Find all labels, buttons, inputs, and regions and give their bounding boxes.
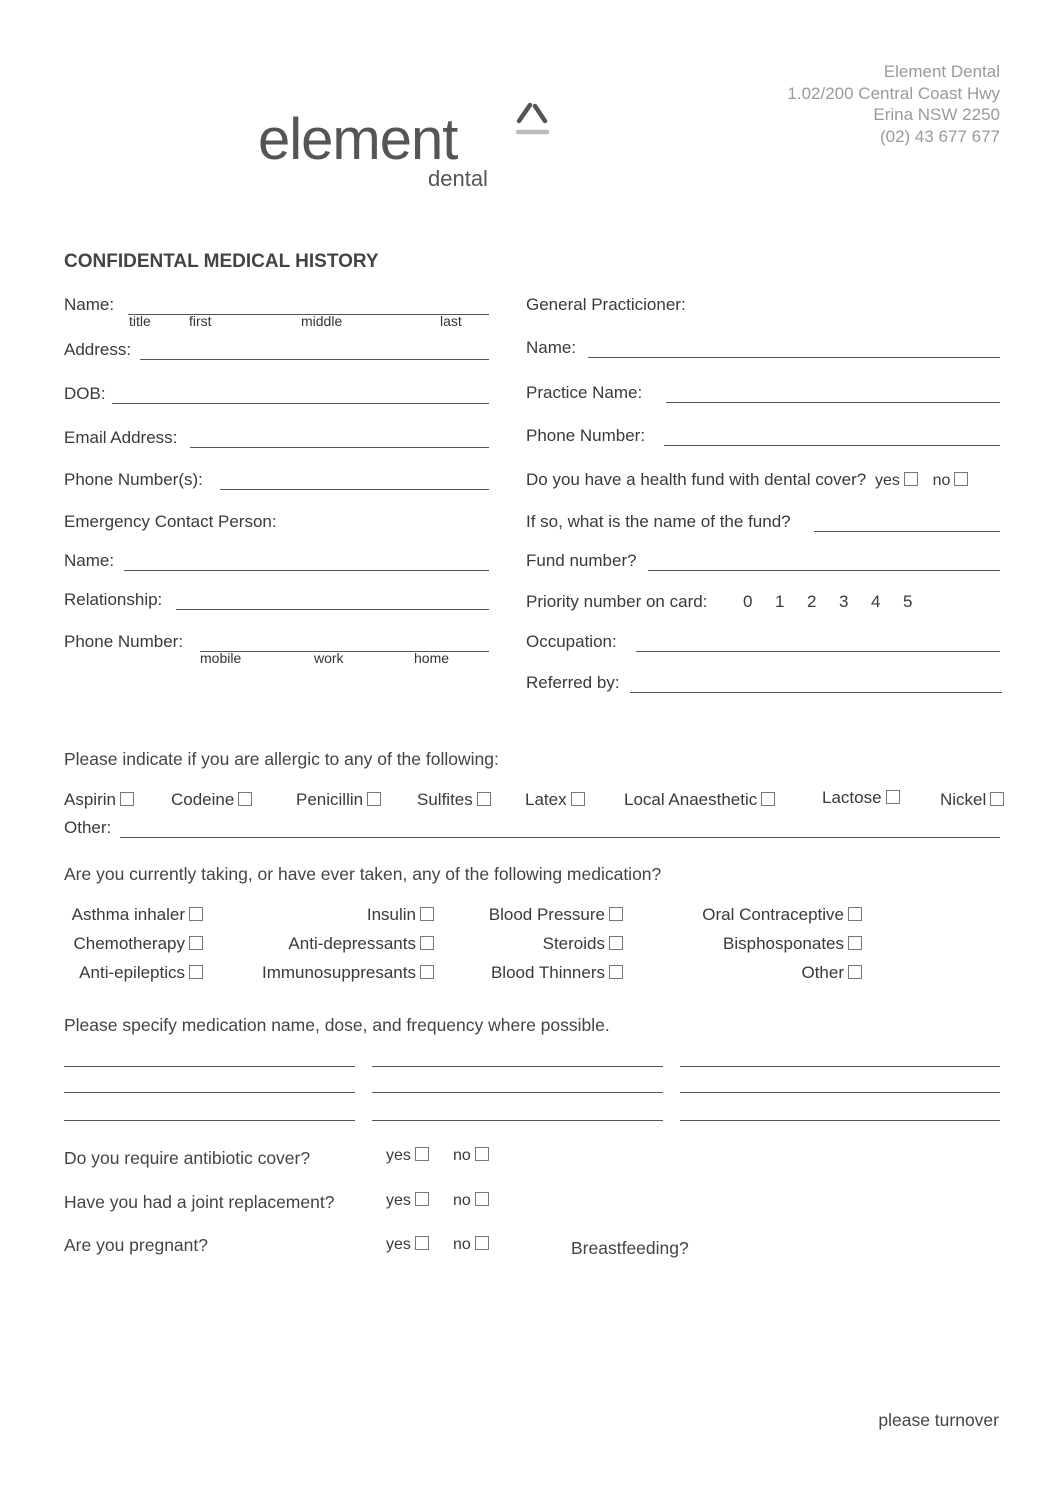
practice-name-label: Practice Name: xyxy=(526,383,643,402)
med-checkbox[interactable] xyxy=(189,907,203,921)
no-label: no xyxy=(453,1192,471,1209)
med-label: Immunosuppresants xyxy=(261,963,416,982)
email-field[interactable] xyxy=(64,428,489,450)
emergency-contact-heading: Emergency Contact Person: xyxy=(64,512,277,531)
no-label: no xyxy=(453,1236,471,1253)
priority-option-3[interactable]: 3 xyxy=(839,592,849,611)
antibiotic-no[interactable] xyxy=(453,1147,489,1165)
practice-name-field[interactable] xyxy=(526,383,1000,405)
name-sub-last: last xyxy=(440,313,462,329)
med-label: Oral Contraceptive xyxy=(702,905,844,924)
allergy-checkbox[interactable] xyxy=(120,792,134,806)
med-label: Chemotherapy xyxy=(73,934,185,953)
med-checkbox[interactable] xyxy=(420,907,434,921)
name-label: Name: xyxy=(64,295,115,314)
allergy-label: Codeine xyxy=(171,790,235,809)
med-checkbox[interactable] xyxy=(420,965,434,979)
med-immunosuppresants[interactable] xyxy=(262,963,434,983)
priority-option-0[interactable]: 0 xyxy=(743,592,753,611)
allergy-label: Latex xyxy=(525,790,567,809)
form-title: CONFIDENTAL MEDICAL HISTORY xyxy=(64,251,379,272)
allergy-other-label: Other: xyxy=(64,818,112,837)
practice-name: Element Dental xyxy=(883,62,1000,81)
med-label: Other xyxy=(801,963,844,982)
allergy-checkbox[interactable] xyxy=(477,792,491,806)
practice-suburb: Erina NSW 2250 xyxy=(873,105,1000,124)
name-field[interactable] xyxy=(64,295,489,317)
med-chemotherapy[interactable] xyxy=(73,934,203,954)
health-fund-yes-checkbox[interactable] xyxy=(904,472,918,486)
allergy-sulfites[interactable] xyxy=(417,790,491,810)
med-oral-contraceptive[interactable] xyxy=(702,905,862,925)
joint-yes-checkbox[interactable] xyxy=(415,1192,429,1206)
yes-label: yes xyxy=(386,1192,411,1209)
joint-yes[interactable] xyxy=(386,1192,429,1210)
med-checkbox[interactable] xyxy=(609,907,623,921)
med-bisphosponates[interactable] xyxy=(723,934,862,954)
med-asthma-inhaler[interactable] xyxy=(72,905,203,925)
gp-phone-field[interactable] xyxy=(526,426,1000,448)
address-field[interactable] xyxy=(64,340,489,362)
name-sub-middle: middle xyxy=(301,313,343,329)
allergy-heading: Please indicate if you are allergic to any of the following: xyxy=(64,749,499,769)
yes-label: yes xyxy=(386,1147,411,1164)
antibiotic-yes[interactable] xyxy=(386,1147,429,1165)
occupation-field[interactable] xyxy=(526,632,1000,654)
antibiotic-no-checkbox[interactable] xyxy=(475,1147,489,1161)
practice-street: 1.02/200 Central Coast Hwy xyxy=(787,83,1000,103)
referred-by-label: Referred by: xyxy=(526,673,620,692)
med-label: Steroids xyxy=(542,934,605,953)
med-label: Anti-depressants xyxy=(288,934,416,953)
joint-question: Have you had a joint replacement? xyxy=(64,1192,335,1212)
practice-address xyxy=(787,61,1000,147)
med-detail-line[interactable] xyxy=(372,1120,663,1121)
fund-number-field[interactable] xyxy=(526,551,1000,573)
pregnant-yes-checkbox[interactable] xyxy=(415,1236,429,1250)
emergency-name-field[interactable] xyxy=(64,551,489,573)
allergy-checkbox[interactable] xyxy=(571,792,585,806)
med-steroids[interactable] xyxy=(543,934,623,954)
health-fund-yes-label: yes xyxy=(874,472,900,489)
phone-sub-work: work xyxy=(314,650,344,666)
med-detail-line[interactable] xyxy=(680,1066,1000,1067)
priority-option-5[interactable]: 5 xyxy=(903,592,913,611)
emergency-phone-label: Phone Number: xyxy=(64,632,184,651)
please-turnover: please turnover xyxy=(878,1410,999,1430)
med-checkbox[interactable] xyxy=(420,936,434,950)
relationship-label: Relationship: xyxy=(64,590,163,609)
emergency-name-label: Name: xyxy=(64,551,115,570)
allergy-other-field[interactable] xyxy=(64,818,1000,840)
gp-heading: General Practicioner: xyxy=(526,295,686,314)
med-detail-line[interactable] xyxy=(64,1092,355,1093)
allergy-latex[interactable] xyxy=(525,790,585,810)
antibiotic-question: Do you require antibiotic cover? xyxy=(64,1148,311,1168)
priority-option-1[interactable]: 1 xyxy=(775,592,785,611)
med-detail-line[interactable] xyxy=(372,1066,663,1067)
logo-triangle-icon xyxy=(512,102,552,138)
phone-sub-home: home xyxy=(414,650,450,666)
priority-number-label: Priority number on card: xyxy=(526,592,708,611)
yes-label: yes xyxy=(386,1236,411,1253)
med-detail-line[interactable] xyxy=(64,1120,355,1121)
phone-sub-mobile: mobile xyxy=(200,650,242,666)
allergy-label: Local Anaesthetic xyxy=(624,790,758,809)
fund-number-label: Fund number? xyxy=(526,551,637,570)
med-blood-thinners[interactable] xyxy=(491,963,623,983)
no-label: no xyxy=(453,1147,471,1164)
phone-numbers-label: Phone Number(s): xyxy=(64,470,203,489)
allergy-label: Nickel xyxy=(940,790,987,809)
med-label: Anti-epileptics xyxy=(79,963,185,982)
allergy-nickel[interactable] xyxy=(940,790,1004,810)
joint-no[interactable] xyxy=(453,1192,489,1210)
medication-specify-heading: Please specify medication name, dose, and frequency where possible. xyxy=(64,1015,610,1035)
address-label: Address: xyxy=(64,340,132,359)
med-checkbox[interactable] xyxy=(189,965,203,979)
gp-phone-label: Phone Number: xyxy=(526,426,646,445)
allergy-label: Penicillin xyxy=(296,790,364,809)
logo-wordmark: element xyxy=(258,107,458,172)
allergy-checkbox[interactable] xyxy=(990,792,1004,806)
priority-option-4[interactable]: 4 xyxy=(871,592,881,611)
allergy-checkbox[interactable] xyxy=(367,792,381,806)
health-fund-no-checkbox[interactable] xyxy=(954,472,968,486)
med-blood-pressure[interactable] xyxy=(489,905,623,925)
fund-name-label: If so, what is the name of the fund? xyxy=(526,512,791,531)
allergy-aspirin[interactable] xyxy=(64,790,134,810)
gp-name-label: Name: xyxy=(526,338,577,357)
allergy-label: Lactose xyxy=(822,788,882,807)
med-checkbox[interactable] xyxy=(848,965,862,979)
med-label: Asthma inhaler xyxy=(71,905,185,924)
med-label: Blood Pressure xyxy=(488,905,605,924)
allergy-label: Sulfites xyxy=(417,790,473,809)
med-label: Bisphosponates xyxy=(723,934,844,953)
med-detail-line[interactable] xyxy=(680,1092,1000,1093)
antibiotic-yes-checkbox[interactable] xyxy=(415,1147,429,1161)
allergy-lactose[interactable] xyxy=(822,788,900,808)
fund-name-field[interactable] xyxy=(526,512,1000,534)
med-checkbox[interactable] xyxy=(609,965,623,979)
med-anti-epileptics[interactable] xyxy=(79,963,203,983)
joint-no-checkbox[interactable] xyxy=(475,1192,489,1206)
practice-phone: (02) 43 677 677 xyxy=(879,126,1000,146)
med-checkbox[interactable] xyxy=(189,936,203,950)
logo-subtitle: dental xyxy=(428,166,488,191)
email-label: Email Address: xyxy=(64,428,178,447)
health-fund-question xyxy=(526,470,968,490)
allergy-penicillin[interactable] xyxy=(296,790,381,810)
allergy-local-anaesthetic[interactable] xyxy=(624,790,775,810)
allergy-checkbox[interactable] xyxy=(886,790,900,804)
relationship-field[interactable] xyxy=(64,590,489,612)
allergy-label: Aspirin xyxy=(64,790,116,809)
phone-numbers-field[interactable] xyxy=(64,470,489,492)
med-checkbox[interactable] xyxy=(848,907,862,921)
pregnant-question: Are you pregnant? xyxy=(64,1235,208,1255)
dob-field[interactable] xyxy=(64,384,489,406)
med-other[interactable] xyxy=(801,963,862,983)
allergy-checkbox[interactable] xyxy=(238,792,252,806)
dob-label: DOB: xyxy=(64,384,106,403)
med-anti-depressants[interactable] xyxy=(288,934,434,954)
health-fund-no-label: no xyxy=(932,472,951,489)
pregnant-no[interactable] xyxy=(453,1236,489,1254)
med-label: Blood Thinners xyxy=(490,963,605,982)
name-sub-first: first xyxy=(189,313,212,329)
med-detail-line[interactable] xyxy=(372,1092,663,1093)
med-checkbox[interactable] xyxy=(848,936,862,950)
medication-heading: Are you currently taking, or have ever taken, any of the following medication? xyxy=(64,864,662,884)
pregnant-yes[interactable] xyxy=(386,1236,429,1254)
allergy-codeine[interactable] xyxy=(171,790,252,810)
referred-by-field[interactable] xyxy=(526,673,1002,695)
breastfeeding-question: Breastfeeding? xyxy=(571,1238,689,1258)
name-sub-title: title xyxy=(129,313,151,329)
med-detail-line[interactable] xyxy=(64,1066,355,1067)
pregnant-no-checkbox[interactable] xyxy=(475,1236,489,1250)
allergy-checkbox[interactable] xyxy=(761,792,775,806)
gp-name-field[interactable] xyxy=(526,338,1000,360)
occupation-label: Occupation: xyxy=(526,632,617,651)
med-label: Insulin xyxy=(366,905,416,924)
med-detail-line[interactable] xyxy=(680,1120,1000,1121)
med-insulin[interactable] xyxy=(367,905,434,925)
priority-option-2[interactable]: 2 xyxy=(807,592,817,611)
med-checkbox[interactable] xyxy=(609,936,623,950)
health-fund-label: Do you have a health fund with dental cover? xyxy=(526,470,867,489)
